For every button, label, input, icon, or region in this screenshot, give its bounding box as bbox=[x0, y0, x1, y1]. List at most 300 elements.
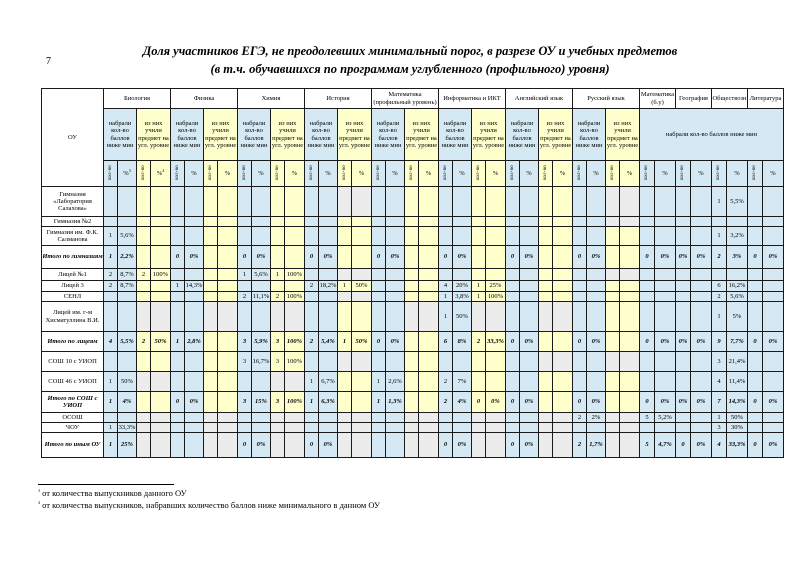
vertical-count-label: кол-во bbox=[308, 165, 314, 180]
table-cell bbox=[655, 217, 676, 227]
table-cell bbox=[386, 352, 405, 372]
table-cell bbox=[405, 281, 419, 292]
table-cell: 33,3% bbox=[486, 332, 506, 352]
table-cell: 2 bbox=[472, 332, 486, 352]
table-cell bbox=[372, 423, 386, 433]
table-cell: 21,4% bbox=[727, 352, 748, 372]
table-cell bbox=[319, 292, 338, 302]
table-cell bbox=[405, 187, 419, 217]
table-cell bbox=[676, 413, 691, 423]
hatched-cell bbox=[472, 433, 486, 458]
table-cell bbox=[171, 187, 185, 217]
measure-count-header bbox=[506, 161, 520, 187]
table-cell: 2 bbox=[439, 372, 453, 392]
table-cell bbox=[218, 227, 238, 246]
table-cell: 3 bbox=[238, 332, 252, 352]
table-cell: 8,7% bbox=[118, 281, 137, 292]
hatched-cell bbox=[606, 433, 620, 458]
hatched-cell bbox=[271, 302, 285, 332]
row-label: Лицей 3 bbox=[42, 281, 104, 292]
table-cell bbox=[218, 217, 238, 227]
table-cell bbox=[472, 227, 486, 246]
table-cell: 100% bbox=[285, 292, 305, 302]
table-cell: 0% bbox=[655, 246, 676, 269]
table-cell bbox=[553, 246, 573, 269]
table-cell bbox=[305, 217, 319, 227]
table-cell: 5% bbox=[727, 302, 748, 332]
measure-count-header bbox=[204, 161, 218, 187]
measure-count-header bbox=[372, 161, 386, 187]
table-cell bbox=[386, 217, 405, 227]
school-row bbox=[42, 413, 784, 423]
hatched-cell bbox=[539, 423, 553, 433]
hatched-cell bbox=[553, 352, 573, 372]
table-cell bbox=[137, 292, 151, 302]
table-cell bbox=[472, 246, 486, 269]
table-cell bbox=[137, 281, 151, 292]
row-label: Итого по гимназиям bbox=[42, 246, 104, 269]
footnote-rule bbox=[38, 484, 174, 485]
table-cell bbox=[573, 187, 587, 217]
table-cell bbox=[419, 352, 439, 372]
hatched-cell bbox=[338, 269, 352, 281]
table-cell: 2 bbox=[439, 392, 453, 413]
table-cell bbox=[539, 281, 553, 292]
row-label: Гимназия «Лаборатория Салахова» bbox=[42, 187, 104, 217]
hatched-cell bbox=[620, 269, 640, 281]
table-cell bbox=[405, 392, 419, 413]
table-cell bbox=[419, 217, 439, 227]
table-cell bbox=[676, 292, 691, 302]
table-cell bbox=[453, 423, 472, 433]
table-cell bbox=[453, 217, 472, 227]
table-cell bbox=[319, 413, 338, 423]
measure-pct-header: % bbox=[252, 161, 271, 187]
table-cell: 30% bbox=[727, 423, 748, 433]
hatched-cell bbox=[606, 269, 620, 281]
table-cell: 1 bbox=[338, 281, 352, 292]
table-cell: 0 bbox=[238, 246, 252, 269]
table-cell bbox=[620, 292, 640, 302]
table-cell bbox=[691, 352, 712, 372]
table-cell bbox=[319, 352, 338, 372]
table-cell bbox=[553, 281, 573, 292]
vertical-count-label: кол-во bbox=[408, 165, 414, 180]
table-cell bbox=[405, 332, 419, 352]
table-cell: 50% bbox=[352, 332, 372, 352]
table-cell bbox=[372, 217, 386, 227]
footnotes bbox=[38, 484, 380, 512]
table-cell: 18,2% bbox=[319, 281, 338, 292]
subheader-studied-2: из них учили предмет на угл. уровне bbox=[271, 109, 305, 161]
table-cell: 0% bbox=[386, 332, 405, 352]
table-cell bbox=[553, 227, 573, 246]
table-cell bbox=[218, 292, 238, 302]
table-cell bbox=[204, 217, 218, 227]
measure-count-header bbox=[573, 161, 587, 187]
measure-pct-header: % bbox=[352, 161, 372, 187]
table-cell: 5,5% bbox=[118, 332, 137, 352]
table-cell: 100% bbox=[285, 392, 305, 413]
hatched-cell bbox=[553, 413, 573, 423]
hatched-cell bbox=[606, 413, 620, 423]
table-cell: 0 bbox=[238, 433, 252, 458]
table-cell: 0 bbox=[439, 246, 453, 269]
table-cell bbox=[539, 332, 553, 352]
hatched-cell bbox=[620, 352, 640, 372]
table-cell bbox=[405, 227, 419, 246]
hatched-cell bbox=[539, 302, 553, 332]
table-cell: 0% bbox=[453, 246, 472, 269]
table-cell: 3 bbox=[712, 423, 727, 433]
table-cell bbox=[386, 292, 405, 302]
table-cell bbox=[573, 302, 587, 332]
subject-header-9: География bbox=[676, 89, 712, 109]
table-cell bbox=[305, 292, 319, 302]
hatched-cell bbox=[620, 217, 640, 227]
hatched-cell bbox=[553, 423, 573, 433]
table-cell bbox=[372, 281, 386, 292]
table-cell: 1 bbox=[104, 372, 118, 392]
table-cell bbox=[271, 227, 285, 246]
hatched-cell bbox=[553, 433, 573, 458]
table-cell bbox=[439, 423, 453, 433]
table-cell bbox=[185, 269, 204, 281]
hatched-cell bbox=[271, 423, 285, 433]
subject-header-6: Английский язык bbox=[506, 89, 573, 109]
hatched-cell bbox=[204, 302, 218, 332]
table-cell bbox=[204, 352, 218, 372]
table-cell bbox=[338, 372, 352, 392]
hatched-cell bbox=[218, 433, 238, 458]
table-cell bbox=[620, 332, 640, 352]
table-cell bbox=[386, 227, 405, 246]
table-cell bbox=[386, 433, 405, 458]
table-cell bbox=[419, 292, 439, 302]
table-cell: 16,7% bbox=[252, 352, 271, 372]
table-cell bbox=[655, 372, 676, 392]
table-cell: 0% bbox=[676, 392, 691, 413]
vertical-count-label: кол-во bbox=[475, 165, 481, 180]
table-cell bbox=[691, 372, 712, 392]
table-cell bbox=[506, 187, 520, 217]
vertical-count-label: кол-во bbox=[609, 165, 615, 180]
table-cell bbox=[137, 246, 151, 269]
hatched-cell bbox=[137, 423, 151, 433]
vertical-count-label: кол-во bbox=[140, 165, 146, 180]
total-row bbox=[42, 246, 784, 269]
table-cell: 4% bbox=[118, 392, 137, 413]
table-cell bbox=[238, 302, 252, 332]
table-cell bbox=[285, 227, 305, 246]
table-cell bbox=[676, 372, 691, 392]
table-cell: 5,4% bbox=[319, 332, 338, 352]
table-cell bbox=[238, 413, 252, 423]
table-cell bbox=[506, 352, 520, 372]
table-cell bbox=[453, 269, 472, 281]
hatched-cell bbox=[352, 352, 372, 372]
table-cell bbox=[655, 227, 676, 246]
table-cell bbox=[691, 413, 712, 423]
table-cell bbox=[319, 187, 338, 217]
table-cell bbox=[587, 352, 606, 372]
table-cell bbox=[185, 433, 204, 458]
table-cell: 0% bbox=[520, 392, 539, 413]
measure-pct-header: % bbox=[620, 161, 640, 187]
table-cell: 14,3% bbox=[727, 392, 748, 413]
table-cell bbox=[539, 372, 553, 392]
table-cell: 0% bbox=[453, 433, 472, 458]
table-cell: 1 bbox=[271, 269, 285, 281]
results-table-container bbox=[41, 88, 784, 458]
measure-pct-header: % bbox=[520, 161, 539, 187]
table-cell bbox=[640, 187, 655, 217]
table-cell bbox=[606, 246, 620, 269]
hatched-cell bbox=[137, 302, 151, 332]
table-cell: 0% bbox=[763, 246, 784, 269]
vertical-count-label: кол-во bbox=[752, 165, 758, 180]
table-cell bbox=[587, 281, 606, 292]
table-cell bbox=[606, 227, 620, 246]
school-row bbox=[42, 292, 784, 302]
subject-header-4: Математика (профильный уровень) bbox=[372, 89, 439, 109]
table-cell: 2 bbox=[573, 413, 587, 423]
subheader-studied-7: из них учили предмет на угл. уровне bbox=[606, 109, 640, 161]
table-cell bbox=[386, 423, 405, 433]
table-cell: 1 bbox=[338, 332, 352, 352]
table-cell bbox=[386, 269, 405, 281]
table-cell bbox=[285, 187, 305, 217]
table-cell: 1 bbox=[439, 292, 453, 302]
table-cell bbox=[372, 433, 386, 458]
subheader-failed-5: набрали кол-во баллов ниже мин bbox=[439, 109, 472, 161]
vertical-count-label: кол-во bbox=[716, 165, 722, 180]
table-cell: 0 bbox=[748, 332, 763, 352]
row-label: СЕНЛ bbox=[42, 292, 104, 302]
school-row bbox=[42, 227, 784, 246]
table-cell bbox=[453, 352, 472, 372]
table-cell: 2 bbox=[305, 332, 319, 352]
row-label: Гимназия №2 bbox=[42, 217, 104, 227]
table-cell bbox=[171, 302, 185, 332]
hatched-cell bbox=[405, 433, 419, 458]
table-cell bbox=[252, 423, 271, 433]
table-cell bbox=[204, 227, 218, 246]
table-cell bbox=[185, 292, 204, 302]
hatched-cell bbox=[620, 423, 640, 433]
hatched-cell bbox=[405, 302, 419, 332]
row-label: СОШ 46 с УИОП bbox=[42, 372, 104, 392]
table-cell bbox=[520, 302, 539, 332]
table-cell bbox=[252, 302, 271, 332]
table-cell bbox=[171, 372, 185, 392]
table-cell: 0 bbox=[640, 392, 655, 413]
measure-count-header bbox=[439, 161, 453, 187]
table-cell: 0 bbox=[171, 392, 185, 413]
table-cell bbox=[486, 227, 506, 246]
hatched-cell bbox=[352, 433, 372, 458]
table-cell bbox=[655, 302, 676, 332]
vertical-count-label: кол-во bbox=[107, 165, 113, 180]
table-cell: 0 bbox=[506, 246, 520, 269]
table-cell bbox=[151, 187, 171, 217]
measure-count-header bbox=[606, 161, 620, 187]
measure-count-header bbox=[305, 161, 319, 187]
table-cell bbox=[573, 352, 587, 372]
table-cell bbox=[655, 281, 676, 292]
subject-header-7: Русский язык bbox=[573, 89, 640, 109]
table-cell: 0 bbox=[305, 246, 319, 269]
table-cell bbox=[712, 269, 727, 281]
table-cell bbox=[319, 227, 338, 246]
table-cell bbox=[620, 246, 640, 269]
table-cell bbox=[573, 217, 587, 227]
table-cell bbox=[271, 281, 285, 292]
table-cell bbox=[285, 246, 305, 269]
table-cell bbox=[748, 302, 763, 332]
table-cell: 3 bbox=[271, 332, 285, 352]
table-cell: 0% bbox=[587, 332, 606, 352]
table-cell: 0 bbox=[748, 392, 763, 413]
hatched-cell bbox=[352, 423, 372, 433]
hatched-cell bbox=[486, 413, 506, 423]
table-cell bbox=[252, 372, 271, 392]
table-cell bbox=[520, 269, 539, 281]
table-cell bbox=[640, 292, 655, 302]
hatched-cell bbox=[285, 372, 305, 392]
row-label: ОСОШ bbox=[42, 413, 104, 423]
table-cell: 0% bbox=[587, 246, 606, 269]
table-cell bbox=[573, 423, 587, 433]
table-cell bbox=[118, 413, 137, 423]
table-cell bbox=[151, 292, 171, 302]
table-cell bbox=[305, 269, 319, 281]
table-cell: 5 bbox=[640, 433, 655, 458]
table-cell: 2 bbox=[305, 281, 319, 292]
table-cell: 5,6% bbox=[252, 269, 271, 281]
table-cell bbox=[218, 246, 238, 269]
table-cell bbox=[405, 372, 419, 392]
subheader-studied-4: из них учили предмет на угл. уровне bbox=[405, 109, 439, 161]
table-cell: 1 bbox=[305, 372, 319, 392]
school-row bbox=[42, 269, 784, 281]
subheader-failed-1: набрали кол-во баллов ниже мин bbox=[171, 109, 204, 161]
table-cell: 2,8% bbox=[185, 332, 204, 352]
table-cell bbox=[763, 302, 784, 332]
table-cell bbox=[305, 227, 319, 246]
table-cell: 33,3% bbox=[727, 433, 748, 458]
table-cell bbox=[352, 302, 372, 332]
table-cell bbox=[587, 187, 606, 217]
table-cell: 0 bbox=[472, 392, 486, 413]
table-cell: 0% bbox=[486, 392, 506, 413]
table-cell bbox=[506, 372, 520, 392]
vertical-count-label: кол-во bbox=[274, 165, 280, 180]
table-cell bbox=[620, 281, 640, 292]
table-cell bbox=[372, 413, 386, 423]
table-cell bbox=[553, 292, 573, 302]
table-cell bbox=[676, 227, 691, 246]
table-cell bbox=[763, 281, 784, 292]
vertical-count-label: кол-во bbox=[680, 165, 686, 180]
table-cell bbox=[151, 227, 171, 246]
table-cell bbox=[640, 227, 655, 246]
table-cell: 1 bbox=[712, 187, 727, 217]
table-cell bbox=[640, 423, 655, 433]
subject-header-5: Информатика и ИКТ bbox=[439, 89, 506, 109]
table-cell bbox=[118, 302, 137, 332]
table-cell bbox=[587, 423, 606, 433]
table-cell bbox=[104, 352, 118, 372]
table-cell bbox=[372, 227, 386, 246]
row-label: Лицей им. г-м Хисматуллина В.И. bbox=[42, 302, 104, 332]
table-cell bbox=[655, 423, 676, 433]
footnote-2: $^4$ от количества выпускников, набравших количество баллов ниже минимального в данном ОУ bbox=[38, 500, 381, 511]
table-cell bbox=[606, 281, 620, 292]
table-cell bbox=[405, 269, 419, 281]
table-cell bbox=[763, 352, 784, 372]
hatched-cell bbox=[271, 433, 285, 458]
table-cell bbox=[352, 217, 372, 227]
table-cell bbox=[151, 392, 171, 413]
table-cell: 0 bbox=[506, 392, 520, 413]
table-cell bbox=[691, 227, 712, 246]
table-cell: 1,3% bbox=[386, 392, 405, 413]
table-cell bbox=[727, 269, 748, 281]
table-cell bbox=[676, 269, 691, 281]
table-cell: 1 bbox=[104, 433, 118, 458]
table-cell bbox=[676, 352, 691, 372]
vertical-count-label: кол-во bbox=[644, 165, 650, 180]
hatched-cell bbox=[204, 413, 218, 423]
table-cell bbox=[539, 392, 553, 413]
table-cell: 3 bbox=[238, 352, 252, 372]
table-cell: 0 bbox=[506, 332, 520, 352]
measure-count-header bbox=[137, 161, 151, 187]
subject-header-3: История bbox=[305, 89, 372, 109]
table-cell: 1 bbox=[712, 302, 727, 332]
table-cell: 0 bbox=[439, 433, 453, 458]
table-cell: 6,3% bbox=[319, 392, 338, 413]
table-cell bbox=[763, 292, 784, 302]
table-cell bbox=[640, 372, 655, 392]
table-cell bbox=[748, 423, 763, 433]
table-cell bbox=[520, 281, 539, 292]
table-cell: 0 bbox=[171, 246, 185, 269]
table-cell: 2 bbox=[238, 292, 252, 302]
title-line-1: Доля участников ЕГЭ, не преодолевших минимальный порог, в разрезе ОУ и учебных предметов bbox=[142, 44, 678, 58]
table-cell: 0 bbox=[372, 332, 386, 352]
table-cell bbox=[453, 187, 472, 217]
table-cell bbox=[553, 332, 573, 352]
measure-pct-header: % bbox=[453, 161, 472, 187]
page-title bbox=[60, 42, 760, 78]
table-cell: 3 bbox=[271, 392, 285, 413]
table-cell bbox=[305, 423, 319, 433]
table-cell bbox=[218, 269, 238, 281]
table-cell bbox=[520, 372, 539, 392]
table-cell bbox=[305, 413, 319, 423]
table-cell bbox=[640, 269, 655, 281]
table-cell bbox=[104, 302, 118, 332]
table-cell bbox=[587, 269, 606, 281]
table-cell bbox=[691, 187, 712, 217]
subheader-studied-3: из них учили предмет на угл. уровне bbox=[338, 109, 372, 161]
table-cell bbox=[655, 292, 676, 302]
table-cell bbox=[104, 187, 118, 217]
table-cell bbox=[338, 227, 352, 246]
table-cell bbox=[573, 227, 587, 246]
